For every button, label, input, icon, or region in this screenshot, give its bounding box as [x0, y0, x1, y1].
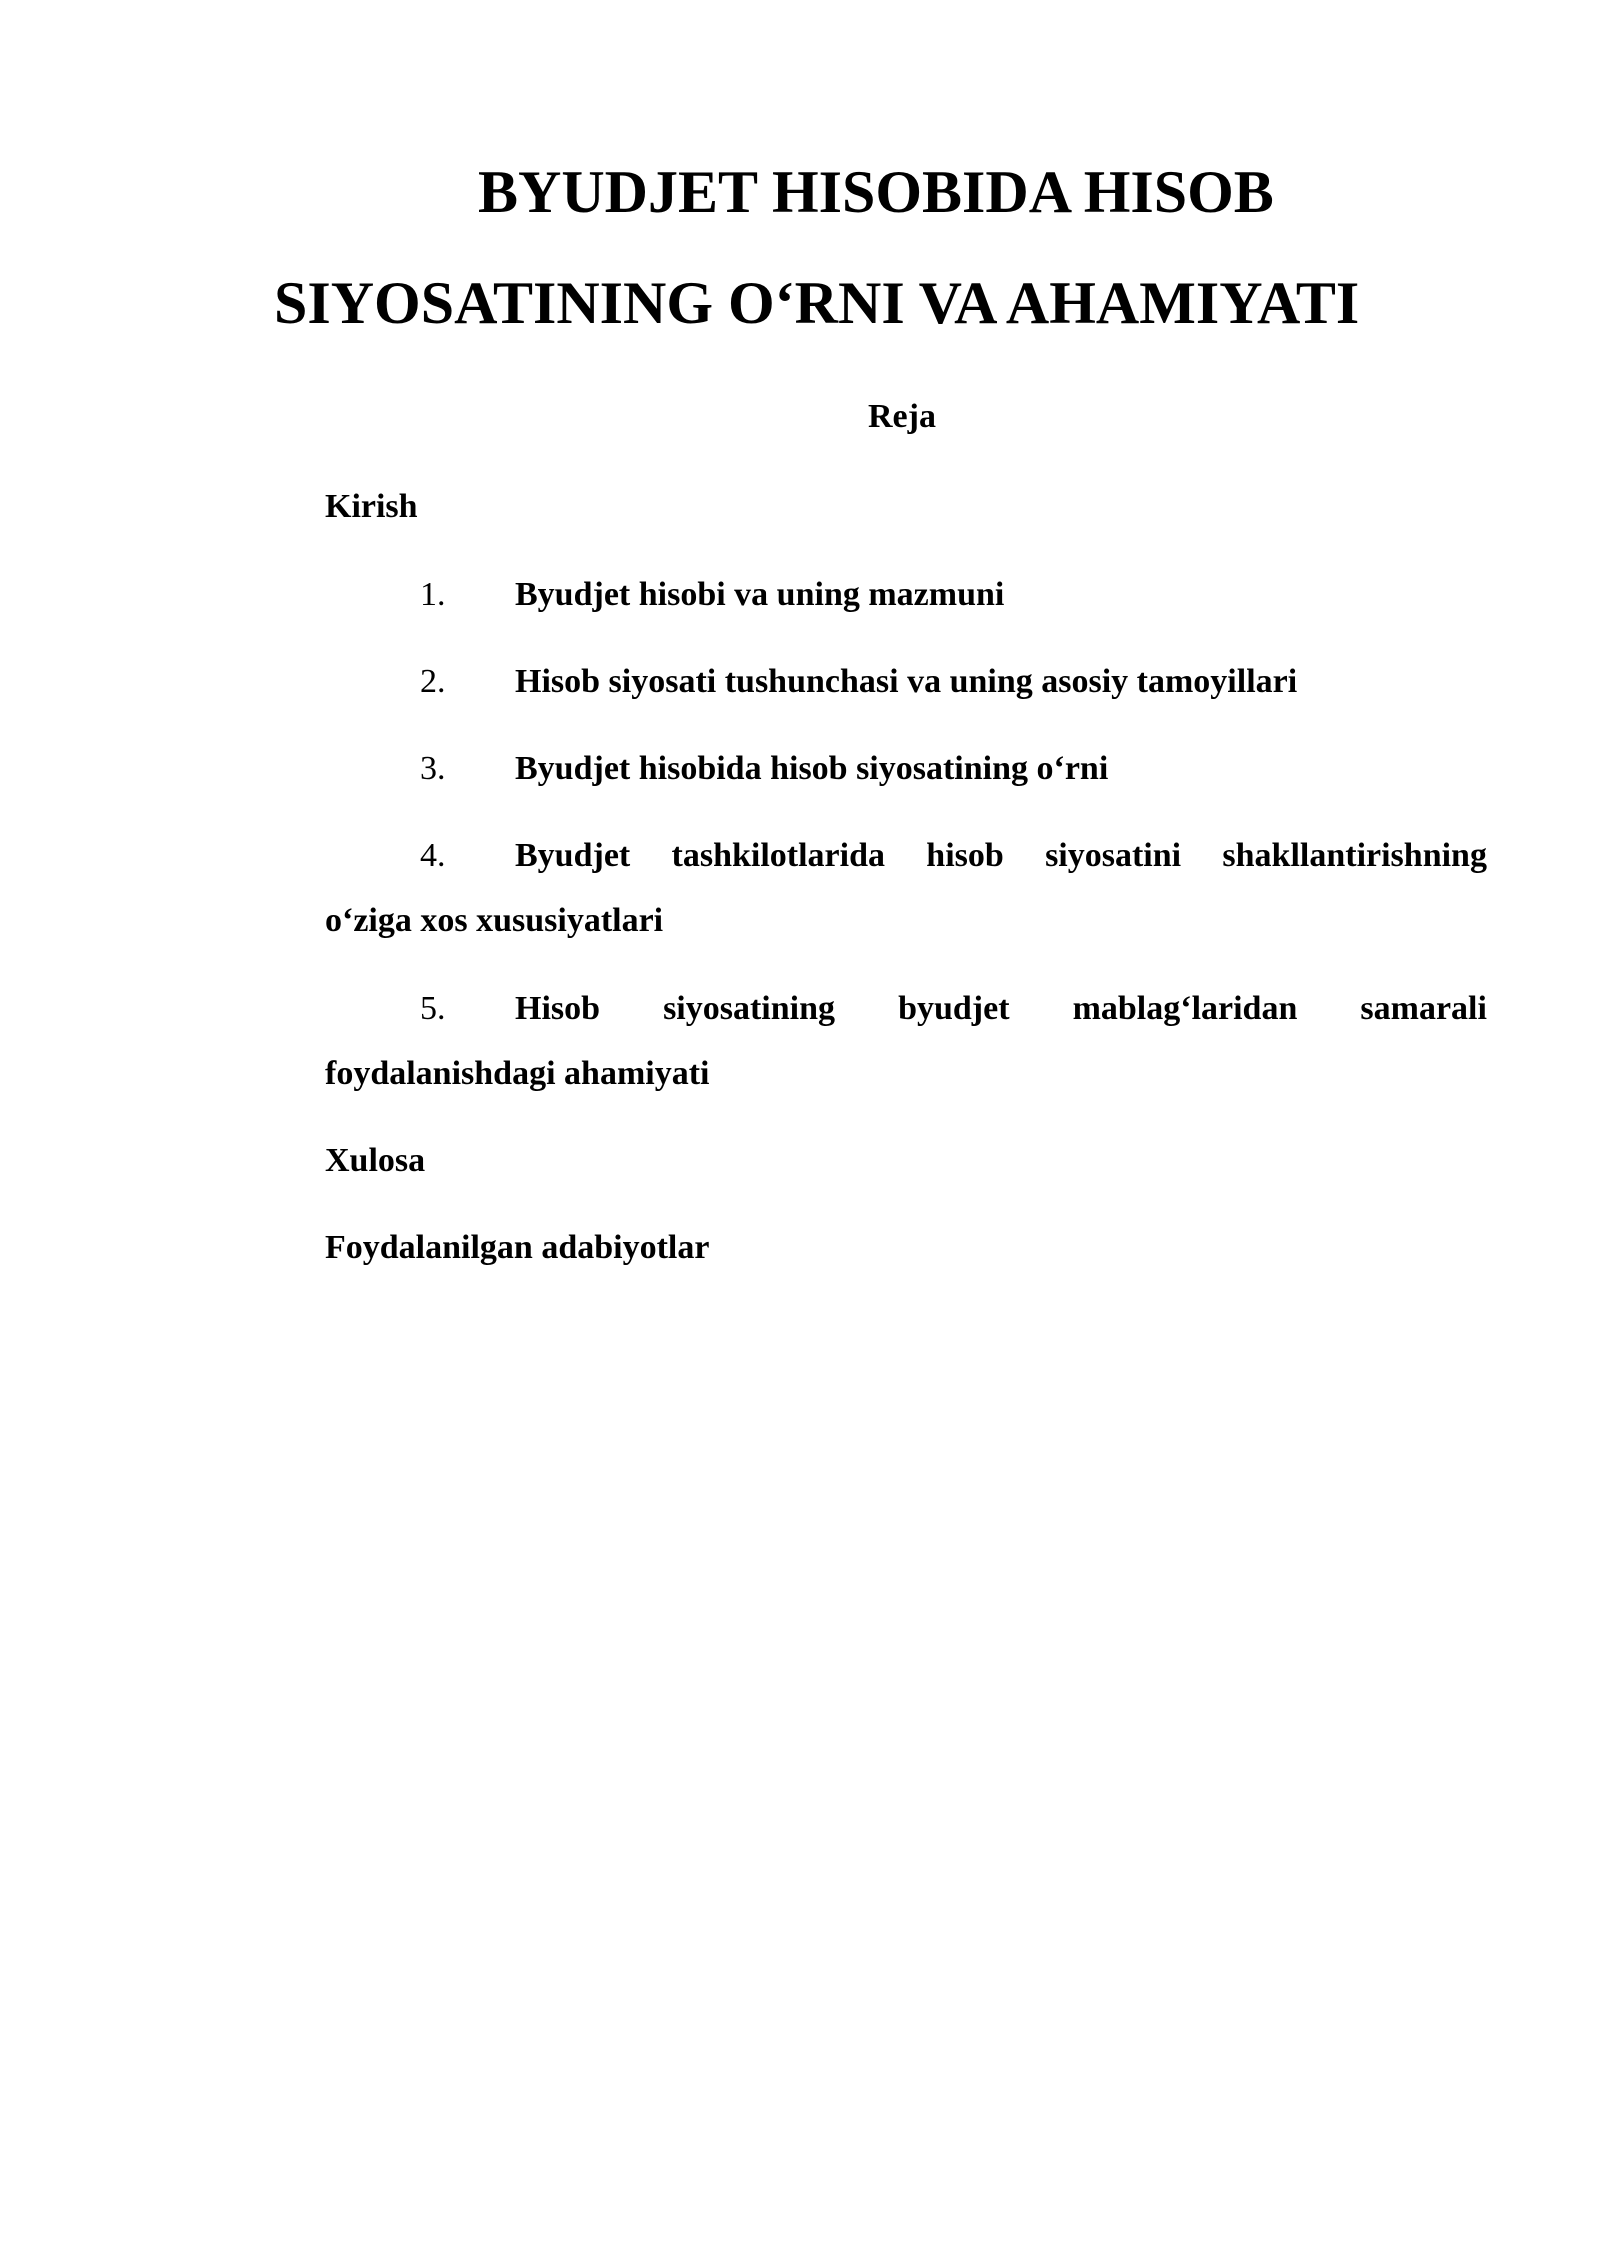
word: siyosatini: [1045, 837, 1182, 874]
word: Hisob: [515, 990, 601, 1027]
word: samarali: [1360, 990, 1487, 1027]
list-item-text: Byudjet hisobida hisob siyosatining o‘rni: [515, 750, 1109, 787]
word: shakllantirishning: [1222, 837, 1487, 874]
list-item-text: Byudjet hisobi va uning mazmuni: [515, 576, 1005, 613]
word: siyosatining: [663, 990, 836, 1027]
list-item-text-line-2: foydalanishdagi ahamiyati: [325, 1055, 710, 1092]
document-title-line-1: BYUDJET HISOBIDA HISOB: [478, 159, 1274, 225]
list-item-number: 2.: [420, 663, 446, 700]
list-item-text-line-1: [515, 992, 1487, 1026]
word: hisob: [926, 837, 1004, 874]
references-entry: Foydalanilgan adabiyotlar: [325, 1229, 710, 1266]
word: mablag‘laridan: [1072, 990, 1298, 1027]
conclusion-entry: Xulosa: [325, 1142, 426, 1179]
list-item-number: 3.: [420, 750, 446, 787]
list-item-text-line-1: [515, 839, 1487, 873]
plan-heading: Reja: [868, 398, 936, 435]
document-title-line-2: SIYOSATINING O‘RNI VA AHAMIYATI: [274, 270, 1360, 336]
list-item-text: Hisob siyosati tushunchasi va uning asosiy tamoyillari: [515, 663, 1298, 700]
list-item-text-line-2: o‘ziga xos xususiyatlari: [325, 902, 664, 939]
list-item-number: 1.: [420, 576, 446, 613]
list-item-number: 5.: [420, 990, 446, 1027]
word: tashkilotlarida: [671, 837, 885, 874]
intro-entry: Kirish: [325, 488, 418, 525]
word: byudjet: [898, 990, 1010, 1027]
word: Byudjet: [515, 837, 631, 874]
list-item-number: 4.: [420, 837, 446, 874]
